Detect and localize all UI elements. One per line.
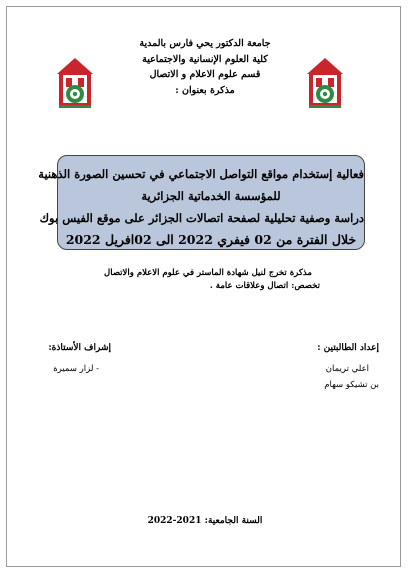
supervisor-label: إشراف الأستاذة: — [48, 343, 111, 353]
thesis-title-line-1: فعالية إستخدام مواقع التواصل الاجتماعي في تحسين الصورة الذهنية — [38, 167, 364, 181]
degree-text: مذكرة تخرج لنيل شهادة الماستر في علوم الاعلام والاتصال — [104, 268, 312, 278]
memo-description — [90, 267, 326, 292]
university-logo-left — [52, 54, 98, 110]
memo-title-label: مذكرة بعنوان : — [175, 84, 235, 96]
academic-year: السنة الجامعية: 2021-2022 — [147, 516, 263, 526]
university-logo-right — [302, 54, 348, 110]
students-label: إعداد الطالبتين : — [317, 343, 379, 353]
faculty-name: كلية العلوم الإنسانية والاجتماعية — [142, 53, 268, 65]
thesis-title-line-2: للمؤسسة الخدماتية الجزائرية — [141, 189, 281, 203]
student-name: اعلي تريمان — [325, 364, 369, 374]
thesis-title-box — [38, 155, 365, 250]
specialty-text: تخصص: اتصال وعلاقات عامة . — [209, 280, 320, 291]
supervisor-name: - لزار سميرة — [53, 364, 99, 374]
thesis-title-line-4: خلال الفترة من 02 فيفري 2022 الى 02افريل 2022 — [65, 232, 357, 247]
header — [105, 36, 305, 98]
thesis-title-line-3: دراسة وصفية تحليلية لصفحة اتصالات الجزائر على موقع الفيس بوك — [39, 211, 364, 225]
student-name: بن تشيكو سهام — [324, 380, 379, 390]
department-name: قسم علوم الاعلام و الاتصال — [149, 69, 261, 80]
university-name: جامعة الدكتور يحي فارس بالمدية — [139, 38, 271, 49]
